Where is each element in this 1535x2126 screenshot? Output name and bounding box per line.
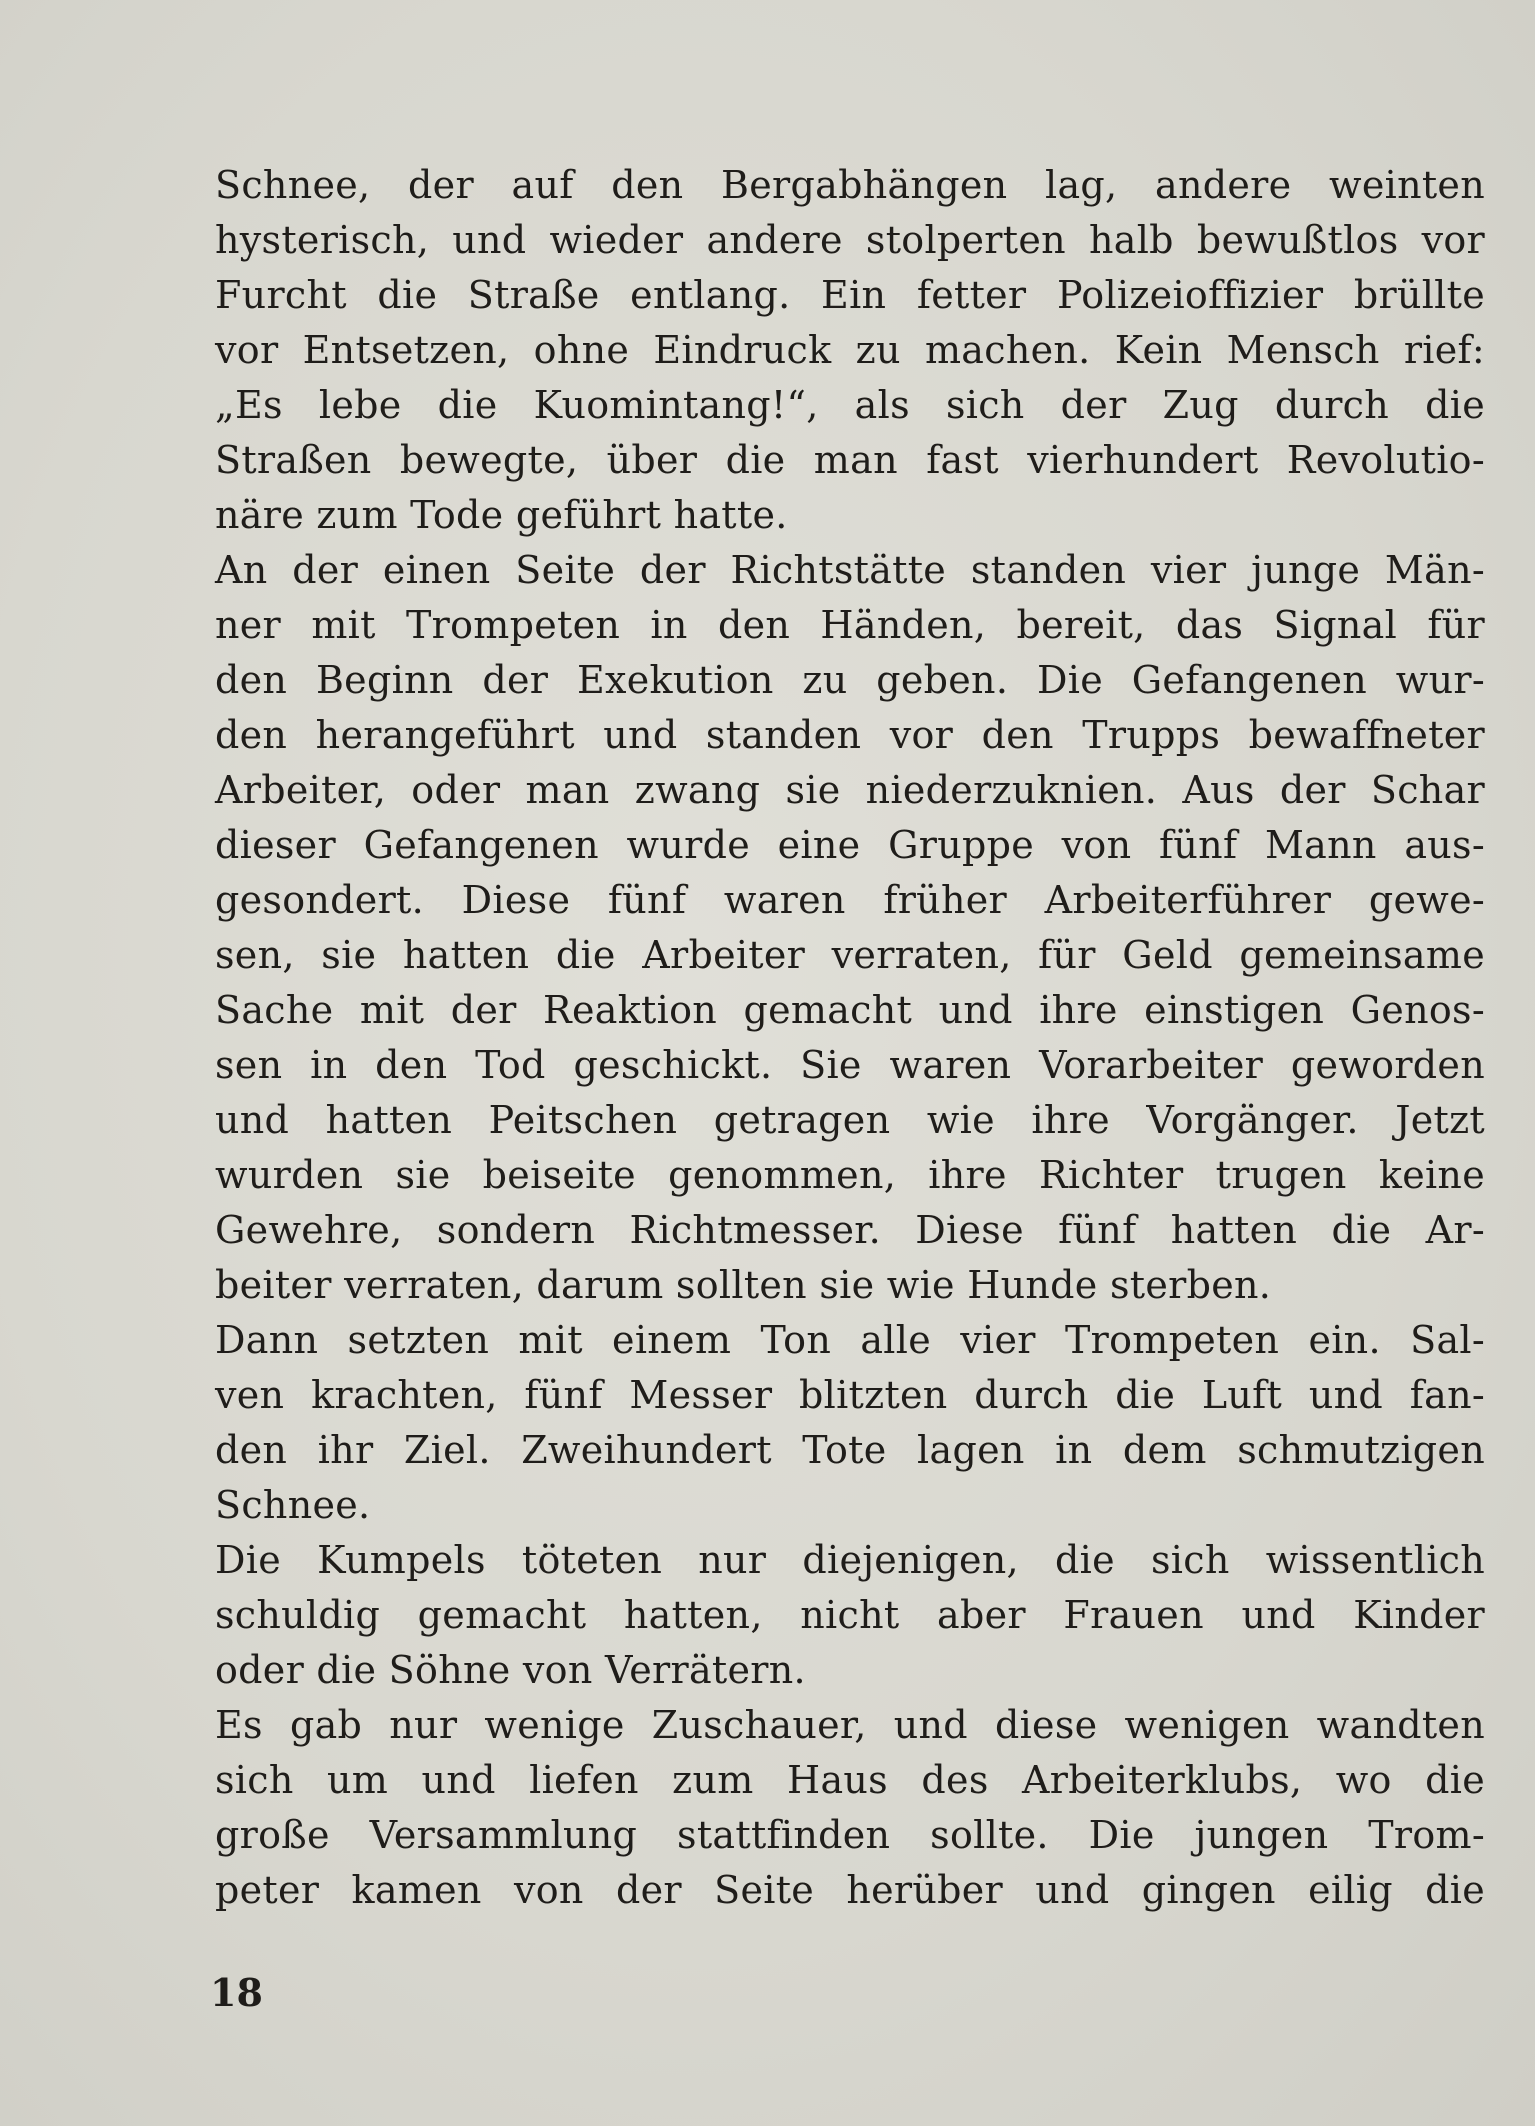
text-line: gesondert. Diese fünf waren früher Arbeiterführer gewe- <box>215 878 1485 922</box>
text-line: oder die Söhne von Verrätern. <box>215 1648 806 1692</box>
text-line: beiter verraten, darum sollten sie wie Hunde sterben. <box>215 1263 1272 1307</box>
paragraph <box>215 1313 1485 1533</box>
text-line: ven krachten, fünf Messer blitzten durch die Luft und fan- <box>215 1373 1485 1417</box>
paragraph <box>215 1698 1485 1918</box>
text-line: peter kamen von der Seite herüber und gingen eilig die <box>215 1868 1485 1912</box>
text-line: sich um und liefen zum Haus des Arbeiterklubs, wo die <box>215 1758 1485 1802</box>
text-line: Furcht die Straße entlang. Ein fetter Polizeioffizier brüllte <box>215 273 1485 317</box>
text-line: Die Kumpels töteten nur diejenigen, die sich wissentlich <box>215 1538 1485 1582</box>
text-line: Es gab nur wenige Zuschauer, und diese wenigen wandten <box>215 1703 1485 1747</box>
body-text <box>215 158 1485 1918</box>
text-line: Schnee, der auf den Bergabhängen lag, andere weinten <box>215 163 1485 207</box>
text-line: „Es lebe die Kuomintang!“, als sich der Zug durch die <box>215 383 1485 427</box>
text-line: Gewehre, sondern Richtmesser. Diese fünf hatten die Ar- <box>215 1208 1485 1252</box>
text-line: An der einen Seite der Richtstätte standen vier junge Män- <box>215 548 1485 592</box>
text-line: sen, sie hatten die Arbeiter verraten, für Geld gemeinsame <box>215 933 1485 977</box>
text-line: näre zum Tode geführt hatte. <box>215 493 788 537</box>
text-line: Arbeiter, oder man zwang sie niederzuknien. Aus der Schar <box>215 768 1485 812</box>
paragraph <box>215 543 1485 1313</box>
paragraph <box>215 1533 1485 1698</box>
text-line: den Beginn der Exekution zu geben. Die Gefangenen wur- <box>215 658 1485 702</box>
page-number: 18 <box>210 1970 263 2015</box>
text-line: hysterisch, und wieder andere stolperten halb bewußtlos vor <box>215 218 1485 262</box>
paragraph <box>215 158 1485 543</box>
text-line: schuldig gemacht hatten, nicht aber Frauen und Kinder <box>215 1593 1485 1637</box>
text-line: und hatten Peitschen getragen wie ihre Vorgänger. Jetzt <box>215 1098 1485 1142</box>
text-line: wurden sie beiseite genommen, ihre Richter trugen keine <box>215 1153 1485 1197</box>
text-line: Straßen bewegte, über die man fast vierhundert Revolutio- <box>215 438 1485 482</box>
text-line: ner mit Trompeten in den Händen, bereit, das Signal für <box>215 603 1485 647</box>
text-line: dieser Gefangenen wurde eine Gruppe von fünf Mann aus- <box>215 823 1485 867</box>
text-line: Sache mit der Reaktion gemacht und ihre einstigen Genos- <box>215 988 1485 1032</box>
text-line: den ihr Ziel. Zweihundert Tote lagen in dem schmutzigen <box>215 1428 1485 1472</box>
text-line: Dann setzten mit einem Ton alle vier Trompeten ein. Sal- <box>215 1318 1485 1362</box>
text-line: den herangeführt und standen vor den Trupps bewaffneter <box>215 713 1485 757</box>
text-line: vor Entsetzen, ohne Eindruck zu machen. Kein Mensch rief: <box>215 328 1485 372</box>
text-line: Schnee. <box>215 1483 371 1527</box>
text-line: große Versammlung stattfinden sollte. Die jungen Trom- <box>215 1813 1485 1857</box>
text-line: sen in den Tod geschickt. Sie waren Vorarbeiter geworden <box>215 1043 1485 1087</box>
